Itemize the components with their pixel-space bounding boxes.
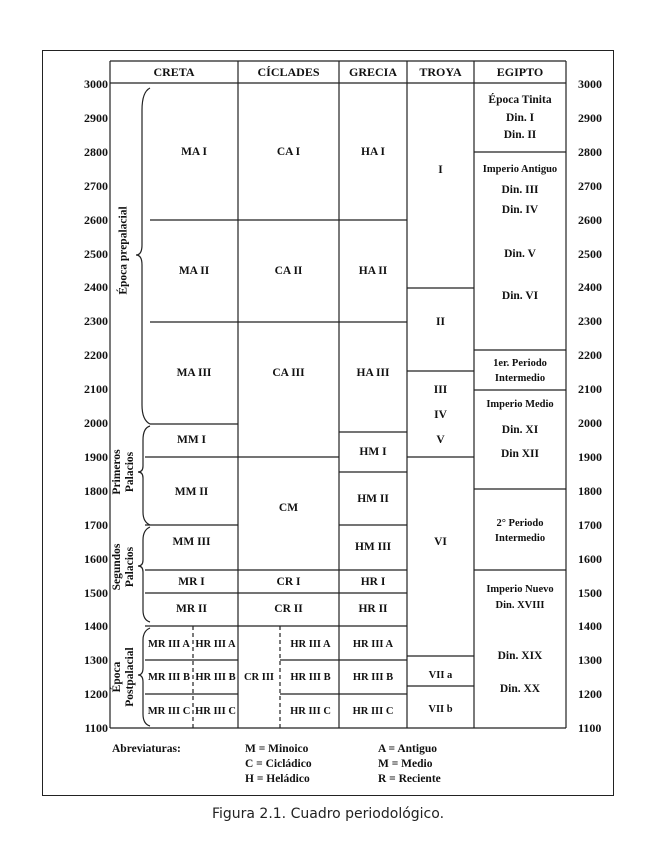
legend-minoico: M = Minoico — [245, 743, 309, 755]
grecia-hm3: HM III — [354, 540, 392, 553]
era-postpalacial: Época Postpalacial — [111, 647, 136, 707]
creta-hr3b: HR III B — [195, 671, 236, 683]
year-label-left: 1500 — [84, 585, 108, 600]
era-primeros-palacios: Primeros Palacios — [111, 449, 136, 495]
ciclades-ca3: CA III — [272, 366, 305, 379]
creta-mr1: MR I — [178, 575, 205, 588]
legend-title: Abreviaturas: — [112, 743, 181, 755]
troya-i: I — [438, 163, 443, 176]
grecia-hr1: HR I — [360, 575, 386, 588]
year-label-right: 3000 — [578, 77, 602, 91]
year-label-right: 2600 — [578, 212, 602, 227]
egipto-primer-periodo: 1er. Periodo — [493, 357, 547, 369]
era-segundos-palacios: Segundos Palacios — [111, 543, 136, 591]
ciclades-cr1: CR I — [276, 575, 301, 588]
era-prepalacial: Época prepalacial — [117, 206, 130, 295]
year-label-right: 2700 — [578, 178, 602, 193]
egipto-imperio-nuevo: Imperio Nuevo — [486, 583, 554, 595]
year-label-right: 2900 — [578, 110, 602, 125]
troya-ii: II — [436, 315, 445, 328]
year-label-right: 2500 — [578, 246, 602, 261]
year-label-right: 1100 — [578, 721, 602, 736]
egipto-din20: Din. XX — [499, 683, 541, 695]
year-label-left: 1400 — [84, 619, 108, 634]
header-egipto: EGIPTO — [496, 64, 544, 79]
year-label-right: 1300 — [578, 653, 602, 668]
creta-mm1: MM I — [176, 433, 207, 446]
header-troya: TROYA — [419, 64, 462, 79]
creta-mm2: MM II — [174, 485, 209, 498]
egipto-din3: Din. III — [501, 184, 539, 196]
egipto-imperio-antiguo: Imperio Antiguo — [482, 164, 558, 175]
creta-ma3: MA III — [176, 366, 212, 379]
creta-hr3c: HR III C — [195, 705, 236, 717]
legend-medio: M = Medio — [378, 758, 433, 770]
header-ciclades: CÍCLADES — [257, 64, 320, 79]
troya-iii: III — [433, 383, 448, 396]
egipto-din18: Din. XVIII — [495, 599, 545, 611]
figure-caption: Figura 2.1. Cuadro periodológico. — [211, 806, 445, 822]
ciclades-cm: CM — [278, 501, 299, 514]
troya-vii-b: VII b — [428, 703, 453, 715]
ciclades-ca1: CA I — [276, 145, 301, 158]
year-label-left: 2200 — [84, 348, 108, 363]
year-label-right: 2100 — [578, 382, 602, 397]
creta-mm3: MM III — [172, 535, 211, 548]
egipto-din4: Din. IV — [501, 204, 539, 216]
legend-antiguo: A = Antiguo — [378, 743, 437, 755]
grecia-hr3b: HR III B — [352, 671, 394, 683]
year-label-left: 1900 — [84, 449, 108, 464]
legend-reciente: R = Reciente — [378, 773, 441, 785]
year-label-right: 1900 — [578, 449, 602, 464]
ciclades-cr2: CR II — [274, 602, 303, 615]
year-label-right: 2400 — [578, 280, 602, 295]
egipto-primer-intermedio: Intermedio — [494, 372, 546, 384]
creta-ma2: MA II — [178, 264, 210, 277]
grecia-ha2: HA II — [358, 264, 388, 277]
ciclades-hr3b: HR III B — [290, 671, 331, 683]
header-grecia: GRECIA — [348, 64, 397, 79]
year-label-left: 3000 — [84, 77, 108, 91]
creta-ma1: MA I — [181, 145, 207, 158]
year-label-right: 2800 — [578, 144, 602, 159]
egipto-tinita: Época Tinita — [488, 94, 552, 106]
header-creta: CRETA — [153, 64, 195, 79]
grecia-ha3: HA III — [356, 366, 390, 379]
year-label-right: 1600 — [578, 551, 602, 566]
egipto-imperio-medio: Imperio Medio — [486, 399, 554, 410]
grecia-hm1: HM I — [359, 445, 387, 458]
egipto-din2: Din. II — [503, 129, 537, 141]
year-label-left: 2700 — [84, 178, 108, 193]
egipto-segundo-periodo: 2° Periodo — [496, 517, 544, 529]
ciclades-hr3c: HR III C — [290, 705, 331, 717]
creta-mr2: MR II — [176, 602, 207, 615]
year-label-right: 2000 — [578, 416, 602, 430]
year-label-left: 2300 — [84, 314, 108, 329]
year-label-left: 1800 — [84, 483, 108, 498]
egipto-din11: Din. XI — [501, 424, 539, 436]
year-label-left: 1300 — [84, 653, 108, 668]
ciclades-cr3: CR III — [243, 671, 275, 683]
year-label-right: 1700 — [578, 517, 602, 532]
year-label-right: 2200 — [578, 348, 602, 363]
egipto-din1: Din. I — [505, 112, 535, 124]
year-label-left: 2800 — [84, 144, 108, 159]
year-label-left: 2000 — [84, 416, 108, 430]
creta-mr3c: MR III C — [147, 705, 191, 717]
troya-vi: VI — [434, 535, 447, 548]
year-label-left: 2100 — [84, 382, 108, 397]
grecia-hm2: HM II — [357, 492, 389, 505]
egipto-din5: Din. V — [504, 248, 536, 260]
egipto-din6: Din. VI — [501, 290, 539, 302]
egipto-din12: Din XII — [500, 448, 540, 460]
grecia-hr3c: HR III C — [352, 705, 394, 717]
egipto-din19: Din. XIX — [497, 650, 543, 662]
year-label-right: 1200 — [578, 687, 602, 702]
year-label-left: 1600 — [84, 551, 108, 566]
year-label-left: 1700 — [84, 517, 108, 532]
year-label-right: 1800 — [578, 483, 602, 498]
troya-v: V — [436, 433, 445, 446]
creta-hr3a: HR III A — [195, 638, 236, 650]
year-label-left: 1200 — [84, 687, 108, 702]
troya-vii-a: VII a — [428, 669, 453, 681]
creta-mr3b: MR III B — [147, 671, 190, 683]
year-label-right: 1400 — [578, 619, 602, 634]
creta-mr3a: MR III A — [147, 638, 190, 650]
legend-cicladico: C = Cicládico — [245, 758, 312, 770]
legend-heladico: H = Heládico — [245, 773, 310, 785]
year-label-left: 1100 — [84, 721, 108, 736]
egipto-segundo-intermedio: Intermedio — [494, 532, 546, 544]
grecia-hr3a: HR III A — [352, 638, 394, 650]
year-label-left: 2900 — [84, 110, 108, 125]
grecia-hr2: HR II — [358, 602, 388, 615]
year-label-left: 2600 — [84, 212, 108, 227]
ciclades-hr3a: HR III A — [290, 638, 331, 650]
year-label-left: 2400 — [84, 280, 108, 295]
year-label-left: 2500 — [84, 246, 108, 261]
year-label-right: 2300 — [578, 314, 602, 329]
troya-iv: IV — [434, 408, 447, 421]
year-label-right: 1500 — [578, 585, 602, 600]
grecia-ha1: HA I — [361, 145, 385, 158]
ciclades-ca2: CA II — [274, 264, 303, 277]
